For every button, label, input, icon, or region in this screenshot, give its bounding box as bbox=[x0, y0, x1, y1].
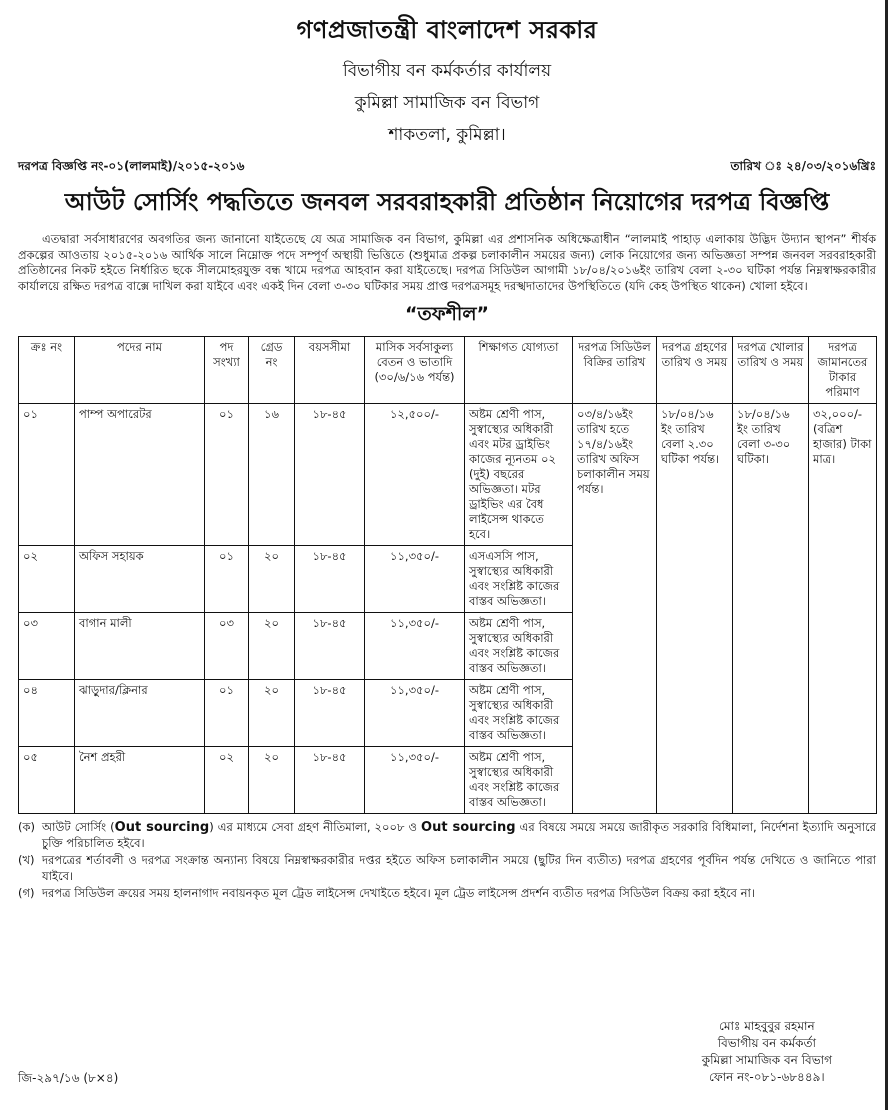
col-post-count: পদ সংখ্যা bbox=[205, 337, 249, 404]
cell-salary: ১১,৩৫০/- bbox=[365, 747, 465, 814]
cell-grade: ২০ bbox=[249, 546, 295, 613]
signature-block bbox=[702, 1018, 832, 1086]
office-name: বিভাগীয় বন কর্মকর্তার কার্যালয় bbox=[342, 61, 552, 81]
table-row bbox=[19, 404, 877, 546]
tender-notice bbox=[18, 10, 876, 1100]
note-text: দরপত্র সিডিউল ক্রয়ের সময় হালনাগাদ নবায়নকৃত মূল ট্রেড লাইসেন্স দেখাইতে হইবে। মূল ট্রেড লাইসেন্স প্রদর্শন ব্যতীত দরপত্র সিডিউল বিক্রয় করা হইবে না। bbox=[42, 886, 755, 900]
cell-age-limit: ১৮-৪৫ bbox=[295, 680, 365, 747]
signatory-designation: বিভাগীয় বন কর্মকর্তা bbox=[717, 1036, 816, 1050]
division-name: কুমিল্লা সামাজিক বন বিভাগ bbox=[354, 93, 540, 113]
cell-age-limit: ১৮-৪৫ bbox=[295, 404, 365, 546]
note-key: (গ) bbox=[18, 886, 35, 900]
cell-age-limit: ১৮-৪৫ bbox=[295, 613, 365, 680]
cell-age-limit: ১৮-৪৫ bbox=[295, 747, 365, 814]
cell-serial: ০৪ bbox=[19, 680, 75, 747]
intro-paragraph: এতদ্বারা সর্বসাধারণের অবগতির জন্য জানানো যাইতেছে যে অত্র সামাজিক বন বিভাগ, কুমিল্লা এর প্রশাসনিক অধিক্ষেত্রাধীন “লালমাই পাহাড় এলাকায় উদ্ভিদ উদ্যান স্থাপন” শীর্ষক প্রকল্পের আওতায় ২০১৫-২০১৬ আর্থিক সালে নিম্নোক্ত পদে সম্পূর্ণ অস্থায়ী ভিত্তিতে (শুধুমাত্র প্রকল্প চলাকালীন সময়ের জন্য) লোক নিয়োগের জন্য অভিজ্ঞতা সম্পন্ন জনবল সরবরাহকারী প্রতিষ্ঠানের নিকট হইতে নির্ধারিত ছকে সীলমোহরযুক্ত বন্ধ খামে দরপত্র আহবান করা যাইতেছে। দরপত্র সিডিউল আগামী ১৮/০৪/২০১৬ইং তারিখ বেলা ২-৩০ ঘটিকা পর্যন্ত নিম্নস্বাক্ষরকারীর কার্যালয়ে রক্ষিত দরপত্র বাক্সে দাখিল করা যাইবে এবং একই দিন বেলা ৩-৩০ ঘটিকার সময় প্রাপ্ত দরপত্রসমূহ দরস্খদাতাদের উপস্থিতিতে (যদি কেহ উপস্থিত থাকেন) খোলা হইবে। bbox=[18, 232, 876, 293]
cell-qualification: অষ্টম শ্রেণী পাস, সুস্বাস্থ্যের অধিকারী এবং মটর ড্রাইভিং কাজের ন্যূনতম ০২ (দুই) বছরের অভিজ্ঞতা। মটর ড্রাইভিং এর বৈধ লাইসেন্স থাকতে হবে। bbox=[465, 404, 573, 546]
cell-post-count: ০১ bbox=[205, 404, 249, 546]
note-bold-term: Out sourcing bbox=[421, 820, 516, 835]
schedule-title: “তফশীল” bbox=[405, 303, 489, 325]
note-text-part: আউট সোর্সিং ( bbox=[42, 820, 115, 834]
col-receive: দরপত্র গ্রহণের তারিখ ও সময় bbox=[657, 337, 733, 404]
cell-grade: ১৬ bbox=[249, 404, 295, 546]
schedule-table bbox=[18, 336, 877, 814]
col-deposit: দরপত্র জামানতের টাকার পরিমাণ bbox=[809, 337, 877, 404]
cell-grade: ২০ bbox=[249, 747, 295, 814]
cell-serial: ০৩ bbox=[19, 613, 75, 680]
note-item bbox=[18, 853, 876, 884]
cell-post-name: নৈশ প্রহরী bbox=[75, 747, 205, 814]
cell-post-name: ঝাড়ুদার/ক্লিনার bbox=[75, 680, 205, 747]
col-age-limit: বয়সসীমা bbox=[295, 337, 365, 404]
cell-qualification: অষ্টম শ্রেণী পাস, সুস্বাস্থ্যের অধিকারী এবং সংশ্লিষ্ট কাজের বাস্তব অভিজ্ঞতা। bbox=[465, 747, 573, 814]
cell-grade: ২০ bbox=[249, 613, 295, 680]
signatory-phone: ফোন নং-০৮১-৬৮৪৪৯। bbox=[708, 1070, 825, 1084]
govt-name: গণপ্রজাতন্ত্রী বাংলাদেশ সরকার bbox=[296, 16, 598, 44]
letterhead bbox=[18, 12, 876, 150]
cell-post-count: ০১ bbox=[205, 680, 249, 747]
cell-salary: ১১,৩৫০/- bbox=[365, 613, 465, 680]
col-post-name: পদের নাম bbox=[75, 337, 205, 404]
notice-date: তারিখ ঃ ২৪/০৩/২০১৬খ্রিঃ bbox=[730, 159, 876, 173]
cell-grade: ২০ bbox=[249, 680, 295, 747]
cell-qualification: এসএসসি পাস, সুস্বাস্থ্যের অধিকারী এবং সংশ্লিষ্ট কাজের বাস্তব অভিজ্ঞতা। bbox=[465, 546, 573, 613]
cell-qualification: অষ্টম শ্রেণী পাস, সুস্বাস্থ্যের অধিকারী এবং সংশ্লিষ্ট কাজের বাস্তব অভিজ্ঞতা। bbox=[465, 613, 573, 680]
note-text-part: এর বিষয়ে সময়ে সময়ে জারীকৃত সরকারি বিধিমালা, নির্দেশনা ইত্যাদি অনুসারে চুক্তি পরিচালিত হইবে। bbox=[42, 820, 877, 850]
signatory-division: কুমিল্লা সামাজিক বন বিভাগ bbox=[701, 1053, 832, 1067]
cell-receive: ১৮/০৪/১৬ ইং তারিখ বেলা ২.৩০ ঘটিকা পর্যন্ত। bbox=[657, 404, 733, 814]
cell-serial: ০১ bbox=[19, 404, 75, 546]
table-header-row bbox=[19, 337, 877, 404]
cell-salary: ১২,৫০০/- bbox=[365, 404, 465, 546]
col-grade: গ্রেড নং bbox=[249, 337, 295, 404]
cell-deposit: ৩২,০০০/- (বত্রিশ হাজার) টাকা মাত্র। bbox=[809, 404, 877, 814]
cell-qualification: অষ্টম শ্রেণী পাস, সুস্বাস্থ্যের অধিকারী এবং সংশ্লিষ্ট কাজের বাস্তব অভিজ্ঞতা। bbox=[465, 680, 573, 747]
note-text-part: ) এর মাধ্যমে সেবা গ্রহণ নীতিমালা, ২০০৮ ও bbox=[209, 820, 422, 834]
cell-age-limit: ১৮-৪৫ bbox=[295, 546, 365, 613]
col-salary: মাসিক সর্বসাকুল্য বেতন ও ভাতাদি (৩০/৬/১৬ পর্যন্ত) bbox=[365, 337, 465, 404]
cell-post-name: পাম্প অপারেটর bbox=[75, 404, 205, 546]
conditions-notes bbox=[18, 820, 876, 902]
cell-salary: ১১,৩৫০/- bbox=[365, 546, 465, 613]
cell-post-name: অফিস সহায়ক bbox=[75, 546, 205, 613]
note-key: (ক) bbox=[18, 820, 36, 834]
cell-post-count: ০২ bbox=[205, 747, 249, 814]
note-text bbox=[42, 820, 876, 851]
notice-title: আউট সোর্সিং পদ্ধতিতে জনবল সরবরাহকারী প্রতিষ্ঠান নিয়োগের দরপত্র বিজ্ঞপ্তি bbox=[64, 188, 830, 216]
memo-number: দরপত্র বিজ্ঞপ্তি নং-০১(লালমাই)/২০১৫-২০১৬ bbox=[18, 159, 245, 173]
col-serial: ক্রঃ নং bbox=[19, 337, 75, 404]
col-open: দরপত্র খোলার তারিখ ও সময় bbox=[733, 337, 809, 404]
footer-reference: জি-২৯৭/১৬ (৮×৪) bbox=[18, 1071, 119, 1085]
cell-post-count: ০৩ bbox=[205, 613, 249, 680]
note-item bbox=[18, 886, 876, 902]
cell-post-count: ০১ bbox=[205, 546, 249, 613]
note-bold-term: Out sourcing bbox=[114, 820, 210, 835]
cell-schedule-sale: ০৩/৪/১৬ইং তারিখ হতে ১৭/৪/১৬ইং তারিখ অফিস চলাকালীন সময় পর্যন্ত। bbox=[573, 404, 657, 814]
cell-open: ১৮/০৪/১৬ ইং তারিখ বেলা ৩-৩০ ঘটিকা। bbox=[733, 404, 809, 814]
cell-serial: ০২ bbox=[19, 546, 75, 613]
cell-post-name: বাগান মালী bbox=[75, 613, 205, 680]
signatory-name: মোঃ মাহবুবুর রহমান bbox=[719, 1019, 815, 1033]
cell-serial: ০৫ bbox=[19, 747, 75, 814]
right-edge-rule bbox=[885, 0, 888, 1110]
note-text: দরপত্রের শর্তাবলী ও দরপত্র সংক্রান্ত অন্যান্য বিষয়ে নিম্নস্বাক্ষরকারীর দপ্তর হইতে অফিস চলাকালীন সময়ে (ছুটির দিন ব্যতীত) দরপত্র গ্রহণের পূর্বদিন পর্যন্ত দেখিতে ও জানিতে পারা যাইবে। bbox=[42, 853, 876, 883]
office-address: শাকতলা, কুমিল্লা। bbox=[388, 125, 506, 145]
col-schedule-sale: দরপত্র সিডিউল বিক্রির তারিখ bbox=[573, 337, 657, 404]
reference-line bbox=[18, 158, 876, 178]
cell-salary: ১১,৩৫০/- bbox=[365, 680, 465, 747]
note-key: (খ) bbox=[18, 853, 35, 867]
note-item bbox=[18, 820, 876, 851]
col-qualification: শিক্ষাগত যোগ্যতা bbox=[465, 337, 573, 404]
